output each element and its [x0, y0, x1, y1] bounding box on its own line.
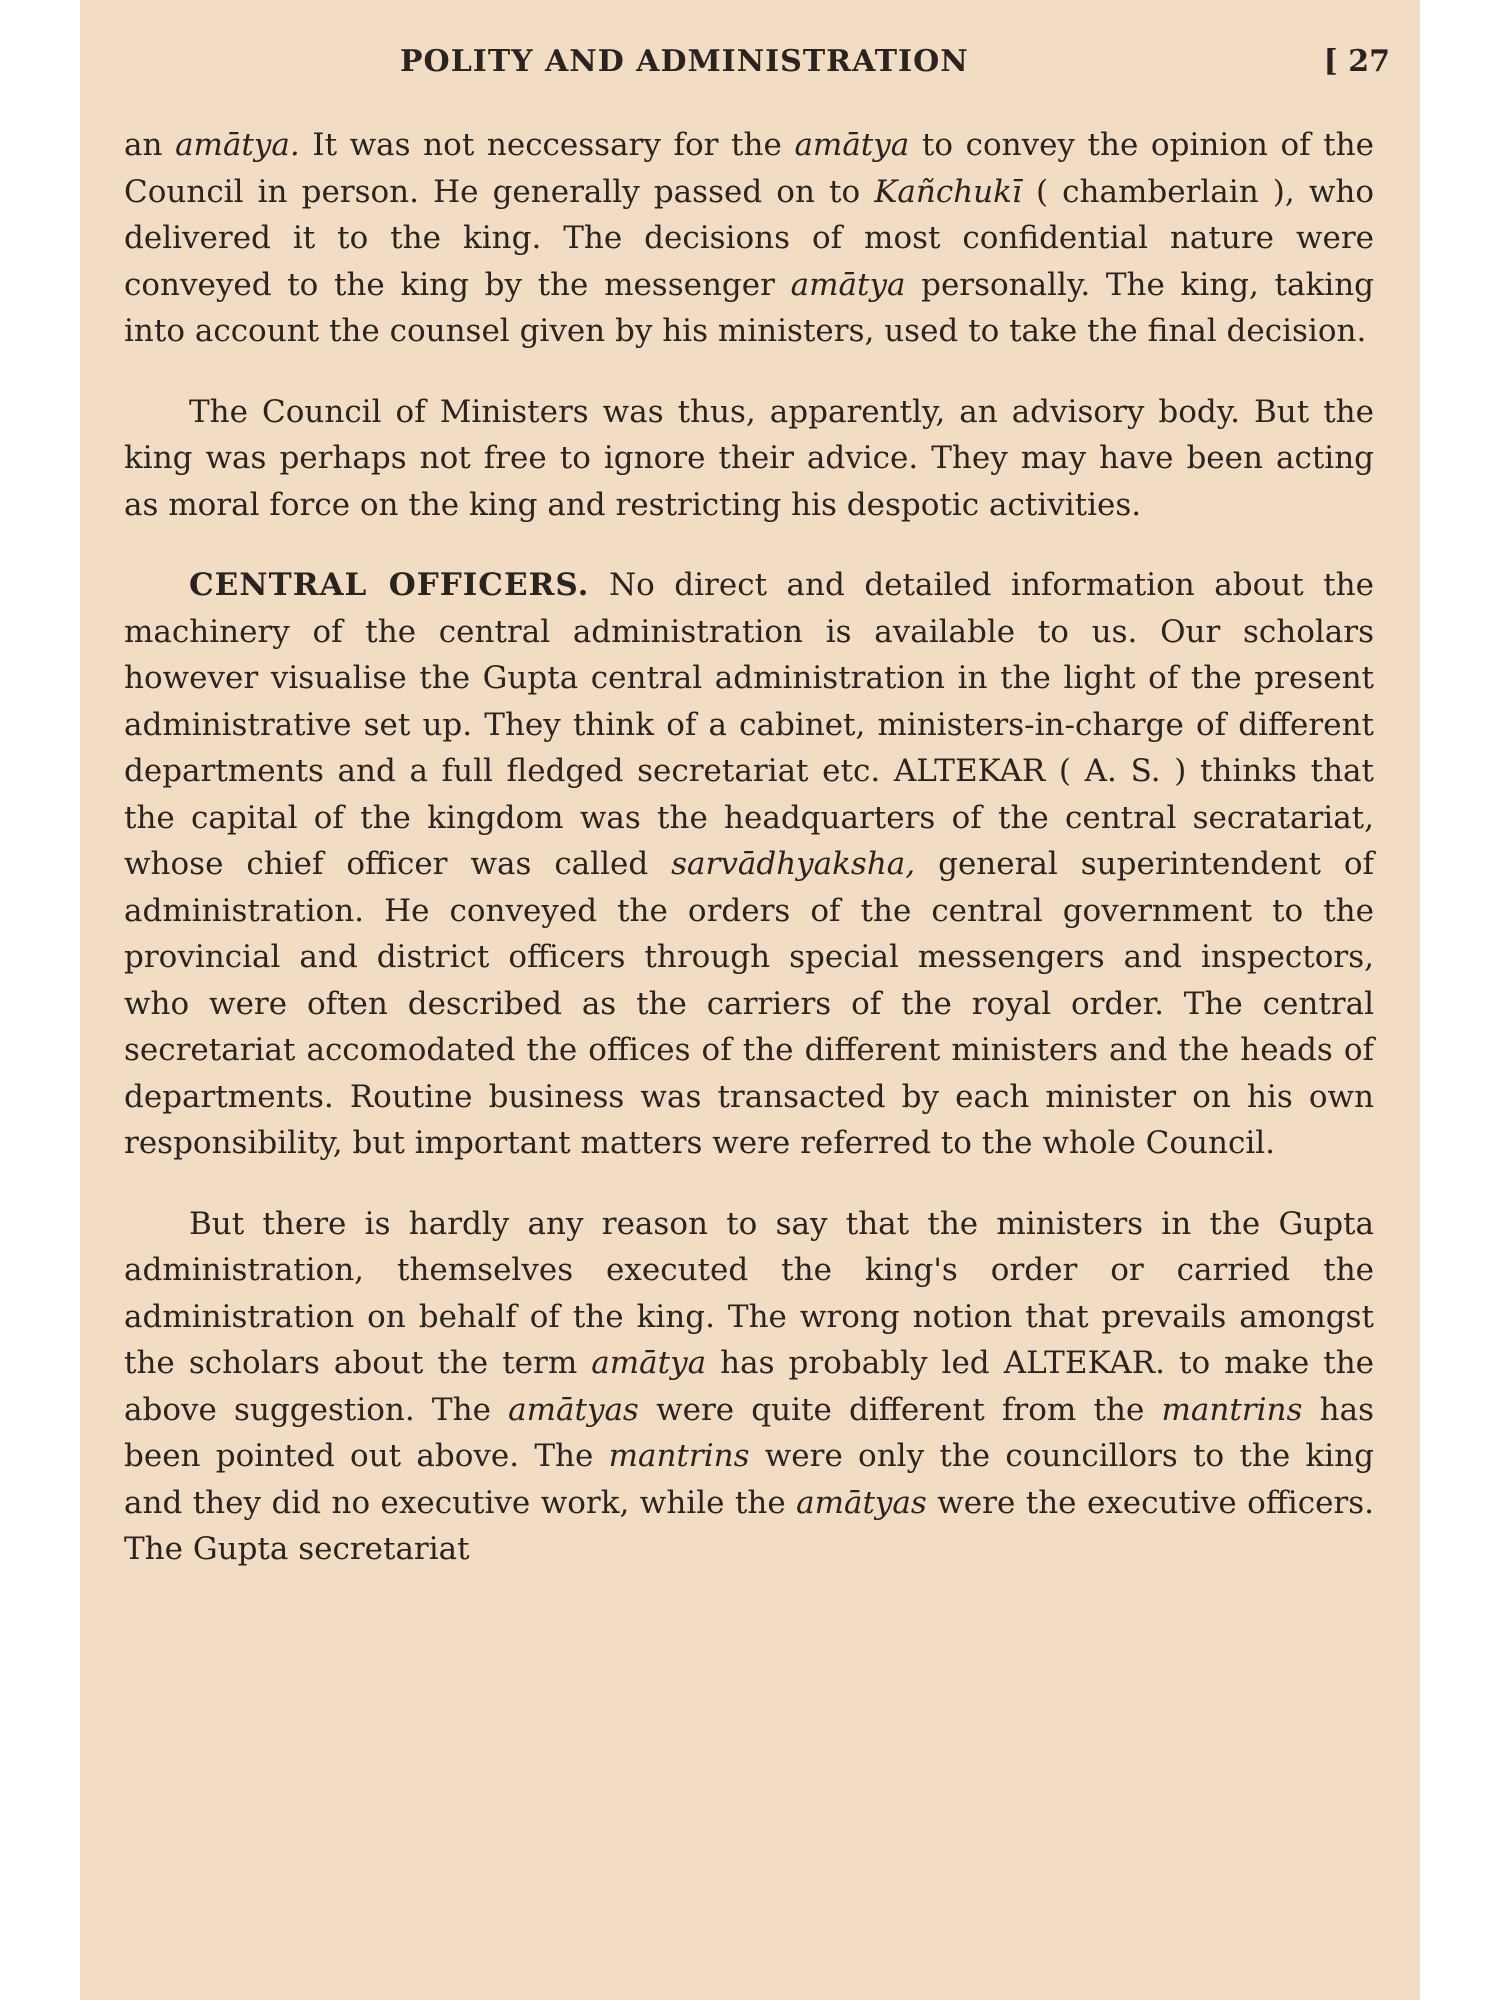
running-head-title: POLITY AND ADMINISTRATION: [400, 44, 969, 79]
paragraph-1: an amātya. It was not neccessary for the amātya to convey the opinion of the Council in person. He generally passed on to Kañchukī ( chamberlain ), who delivered it to the king. The decisions of most confidential nature were conveyed to the king by the messenger amātya personally. The king, taking into account the counsel given by his ministers, used to take the final decision.: [124, 127, 1375, 349]
book-page: [80, 0, 1420, 2000]
paragraph-3: CENTRAL OFFICERS. No direct and detailed information about the machinery of the central administration is available to us. Our scholars however visualise the Gupta central administration in the light of the present administrative set up. They think of a cabinet, ministers-in-charge of different departments and a full fledged secretariat etc. ALTEKAR ( A. S. ) thinks that the capital of the kingdom was the headquarters of the central secratariat, whose chief officer was called sarvādhyaksha, general superintendent of administration. He conveyed the orders of the central government to the provincial and district officers through special messengers and inspectors, who were often described as the carriers of the royal order. The central secretariat accomodated the offices of the different ministers and the heads of departments. Routine business was transacted by each minister on his own responsibility, but important matters were referred to the whole Council.: [124, 567, 1374, 1161]
paragraph-4: But there is hardly any reason to say that the ministers in the Gupta administration, themselves executed the king's order or carried the administration on behalf of the king. The wrong notion that prevails amongst the scholars about the term amātya has probably led ALTEKAR. to make the above suggestion. The amātyas were quite different from the mantrins has been pointed out above. The mantrins were only the councillors to the king and they did no executive work, while the amātyas were the executive officers. The Gupta secretariat: [124, 1205, 1375, 1567]
body-text: [124, 122, 1374, 1573]
paragraph-2: The Council of Ministers was thus, apparently, an advisory body. But the king was perhaps not free to ignore their advice. They may have been acting as moral force on the king and restricting his despotic activities.: [124, 393, 1374, 523]
page-number: [ 27: [1323, 44, 1390, 79]
running-header: [80, 44, 1420, 84]
section-heading: CENTRAL OFFICERS.: [189, 567, 590, 603]
